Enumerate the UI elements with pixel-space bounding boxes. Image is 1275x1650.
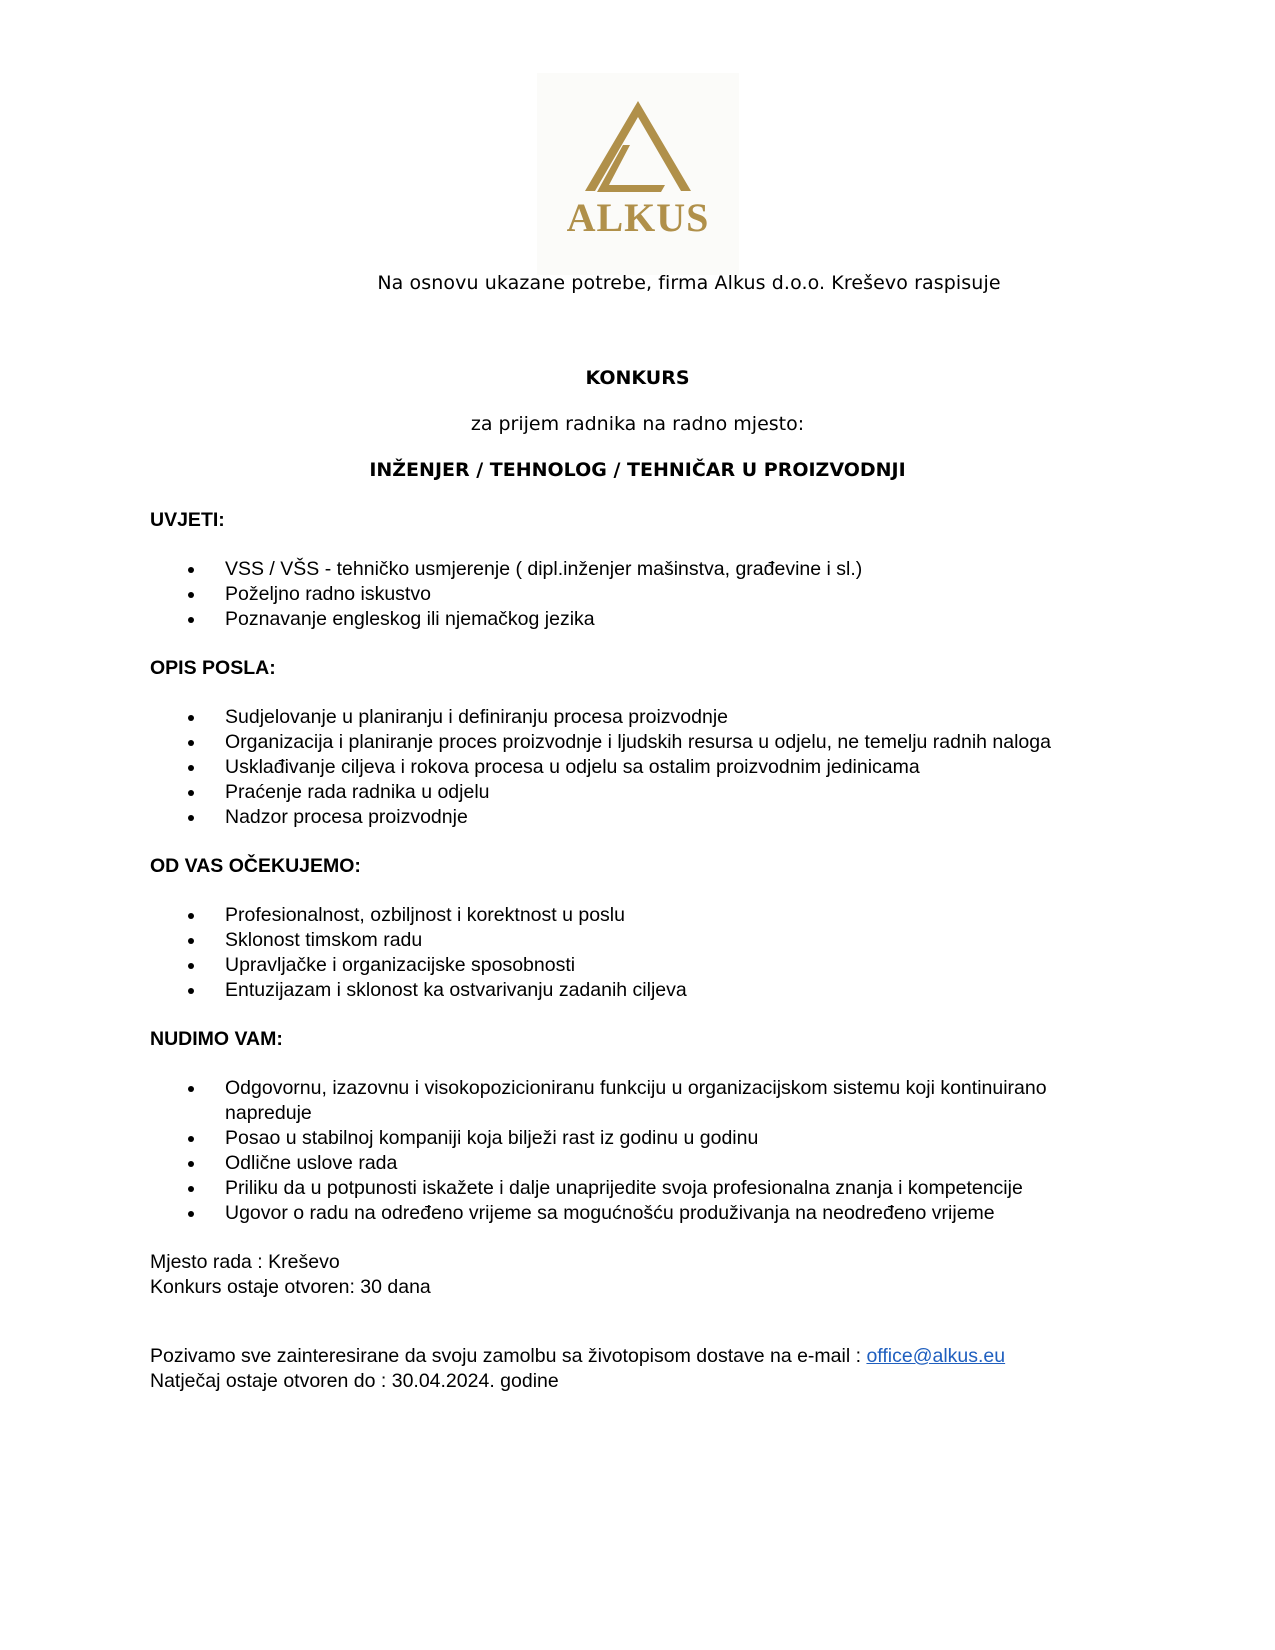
list-item-text: Posao u stabilnoj kompaniji koja bilježi rast iz godinu u godinu (225, 1127, 759, 1149)
list-item (150, 903, 1130, 928)
contact-text: Pozivamo sve zainteresirane da svoju zamolbu sa životopisom dostave na e-mail : (150, 1345, 867, 1367)
section-heading: OD VAS OČEKUJEMO: (150, 855, 361, 877)
list-item-text: Ugovor o radu na određeno vrijeme sa mogućnošću produživanja na neodređeno vrijeme (225, 1202, 995, 1224)
list-item (150, 928, 1130, 953)
bullet-icon (188, 617, 194, 623)
list-item-text: Sklonost timskom radu (225, 929, 423, 951)
list-item-text: Nadzor procesa proizvodnje (225, 806, 468, 828)
list-item (150, 557, 1130, 582)
bullet-icon (188, 913, 194, 919)
document-body (150, 508, 1130, 1394)
bullet-list (150, 705, 1130, 830)
list-item-text: Entuzijazam i sklonost ka ostvarivanju zadanih ciljeva (225, 979, 687, 1001)
bullet-icon (188, 963, 194, 969)
list-item-text: Usklađivanje ciljeva i rokova procesa u odjelu sa ostalim proizvodnim jedinicama (225, 756, 920, 778)
bullet-icon (188, 1086, 194, 1092)
work-location: Mjesto rada : Kreševo (150, 1251, 340, 1273)
bullet-icon (188, 1211, 194, 1217)
bullet-icon (188, 1186, 194, 1192)
list-item (150, 755, 1130, 780)
company-logo (537, 73, 739, 275)
contact-line (150, 1344, 1130, 1369)
list-item (150, 1151, 1130, 1176)
list-item (150, 780, 1130, 805)
document-title: KONKURS (585, 367, 690, 389)
bullet-list (150, 557, 1130, 632)
list-item-text: Odlične uslove rada (225, 1152, 398, 1174)
section-heading: NUDIMO VAM: (150, 1028, 283, 1050)
bullet-list (150, 903, 1130, 1003)
alkus-logo-mark (537, 73, 739, 275)
bullet-icon (188, 592, 194, 598)
section-heading: UVJETI: (150, 509, 225, 531)
bullet-icon (188, 790, 194, 796)
list-item (150, 582, 1130, 607)
list-item (150, 607, 1130, 632)
list-item (150, 705, 1130, 730)
deadline-line: Natječaj ostaje otvoren do : 30.04.2024. godine (150, 1370, 559, 1392)
list-item-text: Upravljačke i organizacijske sposobnosti (225, 954, 576, 976)
list-item (150, 978, 1130, 1003)
list-item-text: Priliku da u potpunosti iskažete i dalje unaprijedite svoja profesionalna znanja i kompetencije (225, 1177, 1023, 1199)
bullet-icon (188, 815, 194, 821)
list-item-text: Profesionalnost, ozbiljnost i korektnost u poslu (225, 904, 625, 926)
bullet-icon (188, 765, 194, 771)
bullet-icon (188, 988, 194, 994)
logo-wordmark: ALKUS (566, 195, 710, 240)
list-item-text: Organizacija i planiranje proces proizvodnje i ljudskih resursa u odjelu, ne temelju radnih naloga (225, 731, 1051, 753)
list-item (150, 1126, 1130, 1151)
bullet-icon (188, 1161, 194, 1167)
sections-container (150, 508, 1130, 1226)
section-heading: OPIS POSLA: (150, 657, 276, 679)
list-item-text: Poželjno radno iskustvo (225, 583, 431, 605)
list-item (150, 1176, 1130, 1201)
bullet-icon (188, 938, 194, 944)
list-item-text: Odgovornu, izazovnu i visokopozicioniranu funkciju u organizacijskom sistemu koji kontinuirano napreduje (225, 1077, 1047, 1124)
list-item (150, 953, 1130, 978)
list-item-text: Praćenje rada radnika u odjelu (225, 781, 490, 803)
bullet-icon (188, 567, 194, 573)
open-duration: Konkurs ostaje otvoren: 30 dana (150, 1276, 431, 1298)
list-item-text: VSS / VŠS - tehničko usmjerenje ( dipl.inženjer mašinstva, građevine i sl.) (225, 558, 863, 580)
email-link[interactable]: office@alkus.eu (866, 1345, 1006, 1367)
list-item (150, 730, 1130, 755)
bullet-list (150, 1076, 1130, 1226)
list-item (150, 1201, 1130, 1226)
document-subtitle: za prijem radnika na radno mjesto: (470, 413, 805, 435)
job-position-title: INŽENJER / TEHNOLOG / TEHNIČAR U PROIZVODNJI (369, 459, 906, 481)
bullet-icon (188, 1136, 194, 1142)
bullet-icon (188, 740, 194, 746)
bullet-icon (188, 715, 194, 721)
intro-text: Na osnovu ukazane potrebe, firma Alkus d.o.o. Kreševo raspisuje (377, 272, 1001, 294)
list-item-text: Sudjelovanje u planiranju i definiranju procesa proizvodnje (225, 706, 728, 728)
list-item (150, 805, 1130, 830)
list-item-text: Poznavanje engleskog ili njemačkog jezika (225, 608, 595, 630)
list-item (150, 1076, 1130, 1126)
